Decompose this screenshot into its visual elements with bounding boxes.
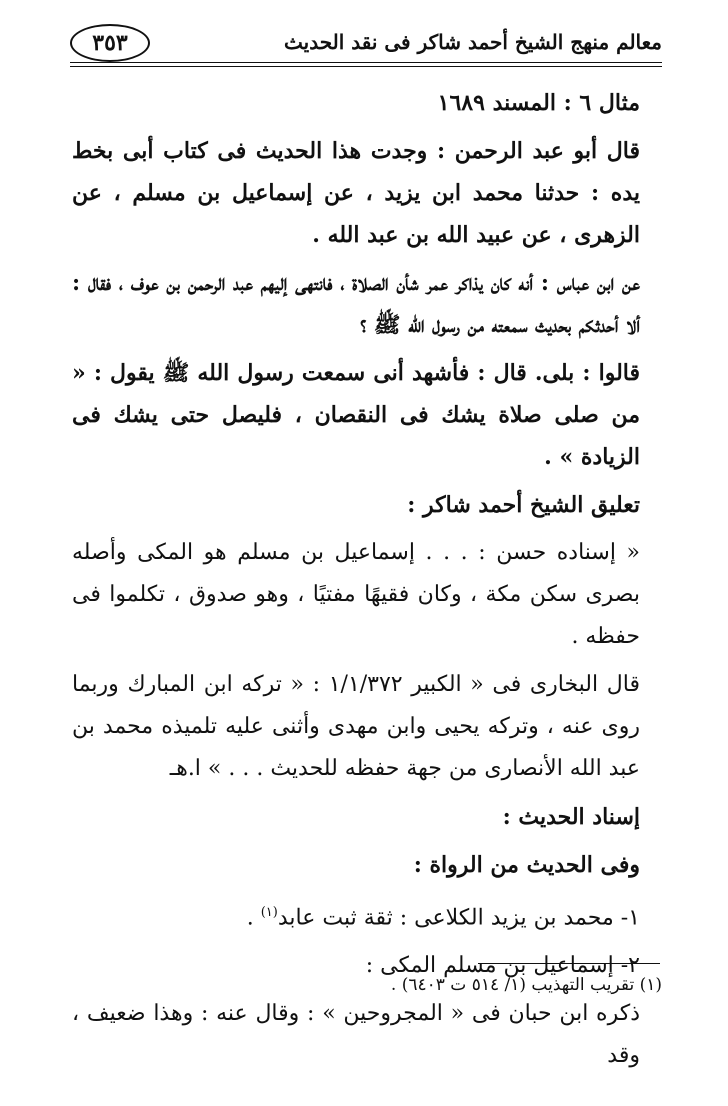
isnad-heading: إسناد الحديث : <box>502 804 640 830</box>
narrator-item-2: ٢- إسماعيل بن مسلم المكى : <box>365 953 640 979</box>
narrator-item-1 <box>72 892 662 939</box>
main-text <box>72 82 662 1083</box>
header-rule-top <box>70 62 662 63</box>
footnote-marker: (١) <box>260 905 278 920</box>
page-header <box>70 18 662 66</box>
running-title: معالم منهج الشيخ أحمد شاكر فى نقد الحديث <box>284 30 662 54</box>
commentary-heading: تعليق الشيخ أحمد شاكر : <box>407 492 640 518</box>
hadith-text-paragraph-1: عن ابن عباس : أنه كان يذاكر عمر شأن الصلاة ، فانتهى إليهم عبد الرحمن بن عوف ، فقال : ألا أحدثكم بحديث سمعته من رسول الله ﷺ ؟ <box>72 270 640 338</box>
hadith-text-paragraph-2: قالوا : بلى. قال : فأشهد أنى سمعت رسول الله ﷺ يقول : « من صلى صلاة يشك فى النقصان ، فليصل حتى يشك فى الزيادة » . <box>72 360 640 470</box>
example-heading: مثال ٦ : المسند ١٦٨٩ <box>437 90 640 116</box>
hadith-chain-paragraph: قال أبو عبد الرحمن : وجدت هذا الحديث فى كتاب أبى بخط يده : حدثنا محمد ابن يزيد ، عن إسماعيل بن مسلم ، عن الزهرى ، عن عبيد الله بن عبد الله . <box>72 138 640 248</box>
page-number: ٣٥٣ <box>70 24 150 62</box>
commentary-paragraph-2: قال البخارى فى « الكبير ١/١/٣٧٢ : « تركه ابن المبارك وربما روى عنه ، وتركه يحيى وابن مهدى وأثنى عليه تلميذه محمد بن عبد الله الأنصارى من جهة حفظه للحديث . . . » ا.هـ <box>72 672 640 781</box>
commentary-paragraph-1: « إسناده حسن : . . . إسماعيل بن مسلم هو المكى وأصله بصرى سكن مكة ، وكان فقيهًا مفتيًا ، وهو صدوق ، تكلموا فى حفظه . <box>72 540 640 649</box>
narrator-item-1-end: . <box>246 905 261 931</box>
footnote: (١) تقريب التهذيب (١/ ٥١٤ ت ٦٤٠٣) . <box>390 975 662 995</box>
narrator-item-1-text: ١- محمد بن يزيد الكلاعى : ثقة ثبت عابد <box>277 905 640 931</box>
header-rule-bottom <box>70 66 662 67</box>
narrator-2-paragraph: ذكره ابن حبان فى « المجروحين » : وقال عنه : وهذا ضعيف ، وقد <box>72 1001 640 1069</box>
footnote-separator <box>478 963 660 964</box>
narrators-heading: وفى الحديث من الرواة : <box>413 852 640 878</box>
